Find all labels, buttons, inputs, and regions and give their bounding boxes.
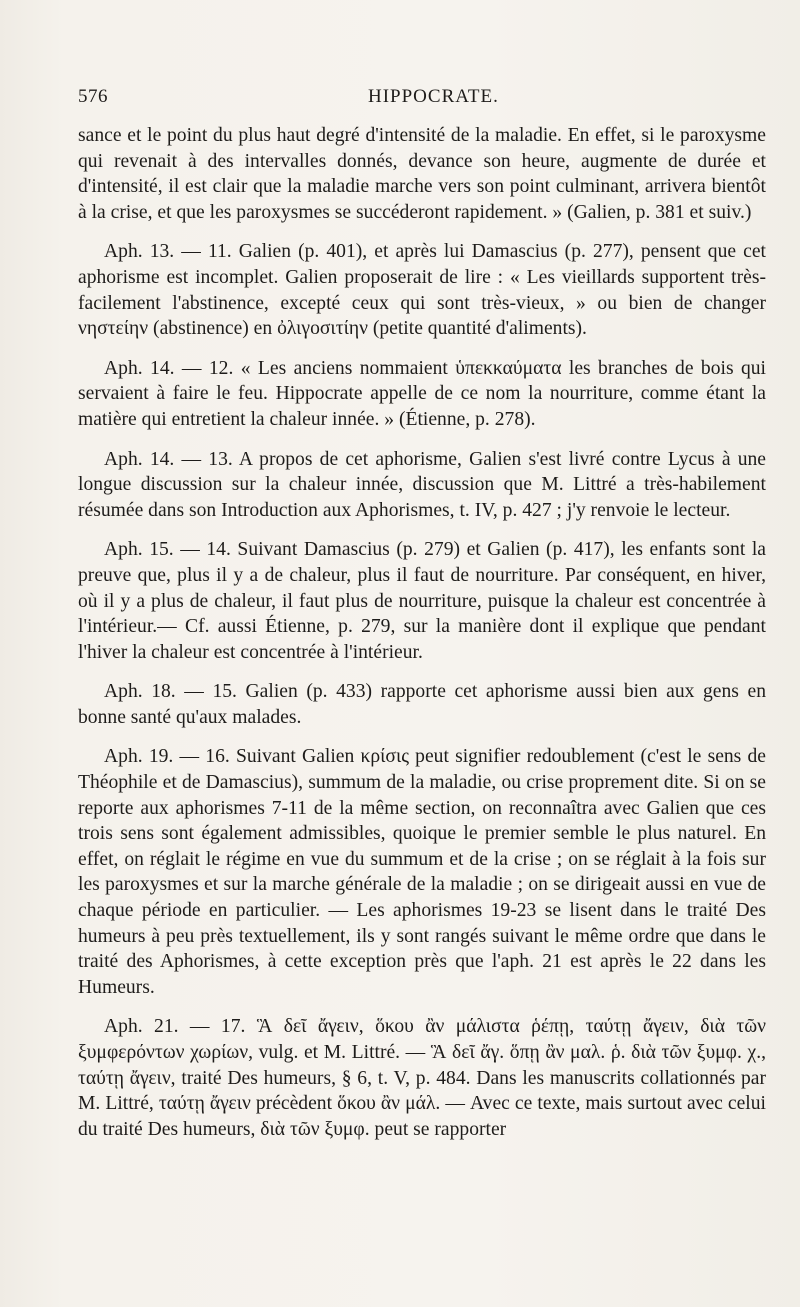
- note-aph-18: Aph. 18. — 15. Galien (p. 433) rapporte cet aphorisme aussi bien aux gens en bonne santé qu'aux malades.: [78, 681, 766, 728]
- note-aph-13: Aph. 13. — 11. Galien (p. 401), et après lui Damascius (p. 277), pensent que cet aphorisme est incomplet. Galien proposerait de lire : « Les vieillards supportent très-facilement l'abstinence, excepté ceux qui sont très-vieux, » ou bien de changer νηστείην (abstinence) en ὀλιγοσιτίην (petite quantité d'aliments).: [78, 241, 766, 340]
- paragraph-continuation: sance et le point du plus haut degré d'intensité de la maladie. En effet, si le paroxysme qui revenait à des intervalles donnés, devance son heure, augmente de durée et d'intensité, il est clair que la maladie marche vers son point culminant, arrivera bientôt à la crise, et que les paroxysmes se succéderont rapidement. » (Galien, p. 381 et suiv.): [78, 125, 766, 223]
- running-title: HIPPOCRATE.: [368, 86, 499, 107]
- note-aph-15: Aph. 15. — 14. Suivant Damascius (p. 279) et Galien (p. 417), les enfants sont la preuve que, plus il y a de chaleur, plus il faut de nourriture. Par conséquent, en hiver, où il y a plus de chaleur, il faut plus de nourriture, puisque la chaleur est concentrée à l'intérieur.— Cf. aussi Étienne, p. 279, sur la manière dont il explique que pendant l'hiver la chaleur est concentrée à l'intérieur.: [78, 539, 766, 663]
- note-aph-14-a: Aph. 14. — 12. « Les anciens nommaient ὑπεκκαύματα les branches de bois qui servaient à faire le feu. Hippocrate appelle de ce nom la nourriture, comme étant la matière qui entretient la chaleur innée. » (Étienne, p. 278).: [78, 357, 766, 430]
- note-aph-19: Aph. 19. — 16. Suivant Galien κρίσις peut signifier redoublement (c'est le sens de Théophile et de Damascius), summum de la maladie, ou crise proprement dite. Si on se reporte aux aphorismes 7-11 de la même section, on reconnaîtra avec Galien que ces trois sens sont également admissibles, quoique le premier semble le plus naturel. En effet, on réglait le régime en vue du summum et de la crise ; on se réglait à la fois sur les paroxysmes et sur la marche générale de la maladie ; on se dirigeait aussi en vue de chaque période en particulier. — Les aphorismes 19-23 se lisent dans le traité Des humeurs à peu près textuellement, ils y sont rangés suivant le même ordre que dans le traité des Aphorismes, à cette exception près que l'aph. 21 est après le 22 dans les Humeurs.: [78, 746, 766, 998]
- running-head: [78, 86, 762, 112]
- body-text: [78, 123, 766, 1142]
- note-aph-14-b: Aph. 14. — 13. A propos de cet aphorisme, Galien s'est livré contre Lycus à une longue discussion sur la chaleur innée, discussion que M. Littré a très-habilement résumée dans son Introduction aux Aphorismes, t. IV, p. 427 ; j'y renvoie le lecteur.: [78, 448, 766, 521]
- page-number: 576: [78, 86, 108, 107]
- note-aph-21: Aph. 21. — 17. Ἃ δεῖ ἄγειν, ὅκου ἂν μάλιστα ῥέπῃ, ταύτῃ ἄγειν, διὰ τῶν ξυμφερόντων χωρίων, vulg. et M. Littré. — Ἃ δεῖ ἄγ. ὅπῃ ἂν μαλ. ῥ. διὰ τῶν ξυμφ. χ., ταύτῃ ἄγειν, traité Des humeurs, § 6, t. V, p. 484. Dans les manuscrits collationnés par M. Littré, ταύτῃ ἄγειν précèdent ὅκου ἂν μάλ. — Avec ce texte, mais surtout avec celui du traité Des humeurs, διὰ τῶν ξυμφ. peut se rapporter: [78, 1016, 766, 1140]
